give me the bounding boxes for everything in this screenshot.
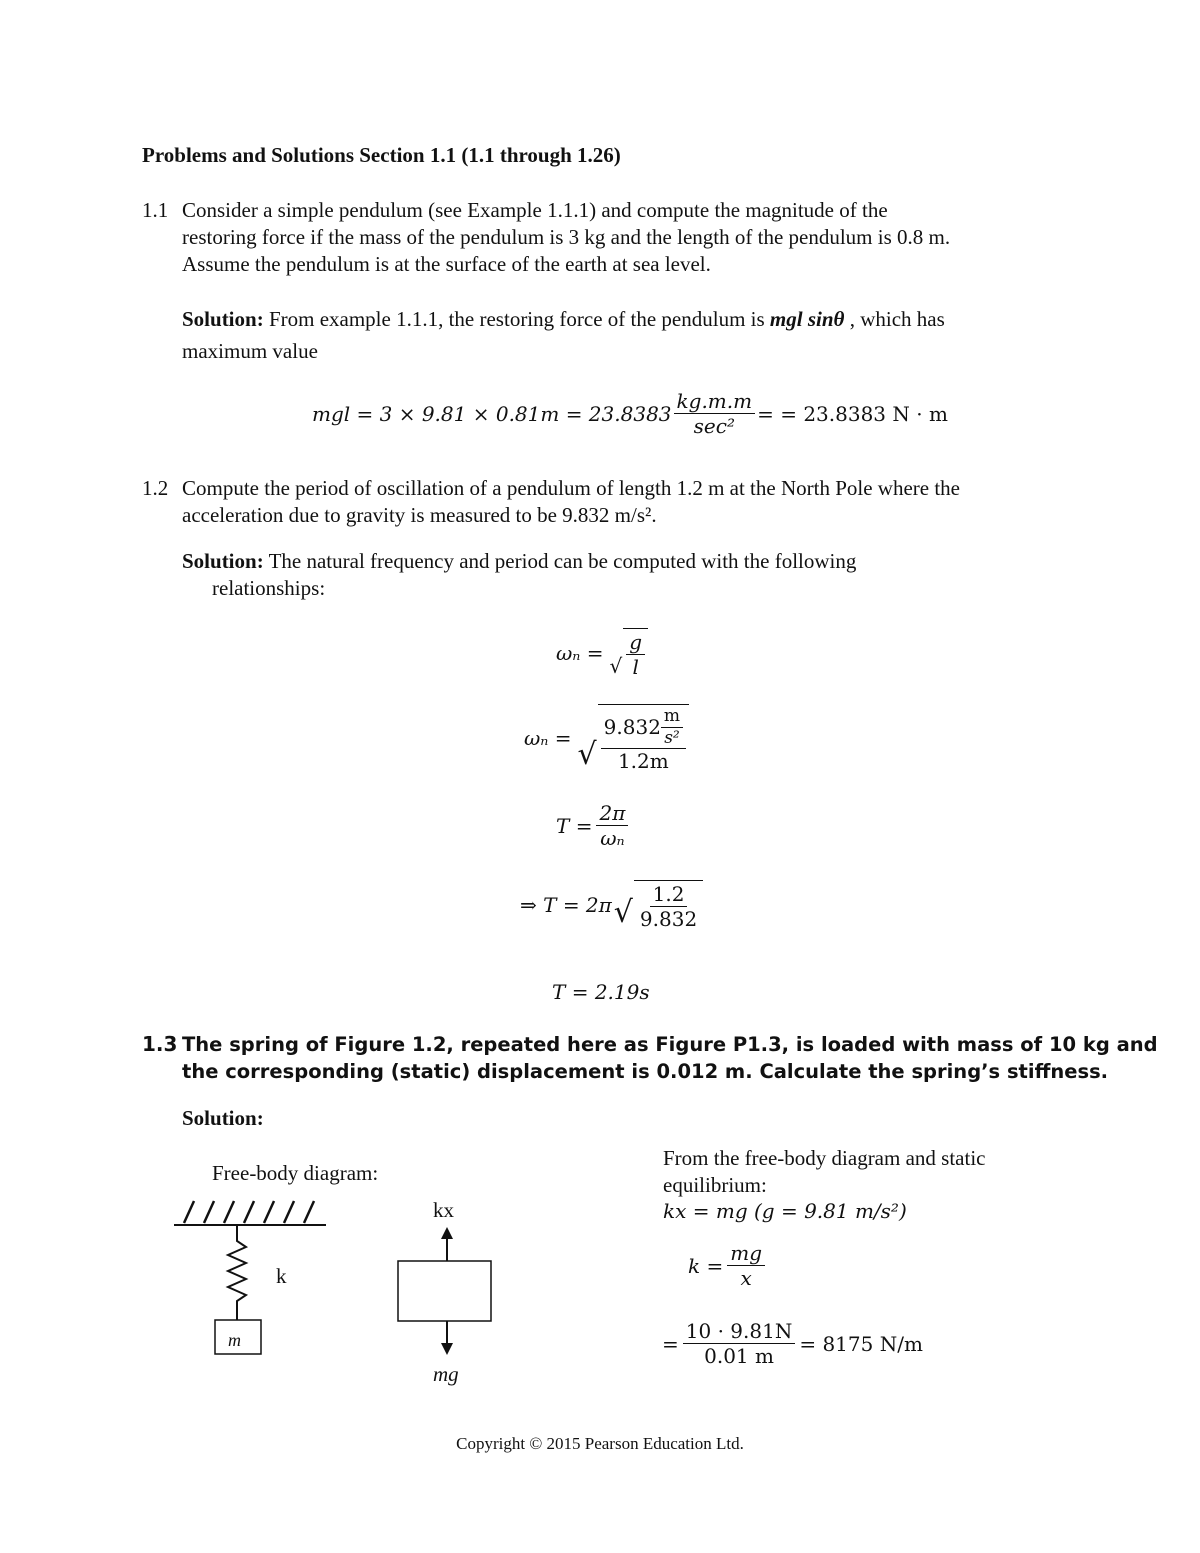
den-9832: 9.832 bbox=[639, 907, 698, 931]
solution-tail: , which has bbox=[844, 307, 945, 331]
kx-arrow-head bbox=[441, 1227, 453, 1239]
frac-l: l bbox=[632, 655, 639, 679]
solution-1-2 bbox=[182, 548, 856, 575]
solution-label: Solution: bbox=[182, 549, 264, 573]
two-pi: 2π bbox=[596, 802, 628, 826]
sqrt-g-over-l bbox=[610, 628, 649, 678]
page-heading: Problems and Solutions Section 1.1 (1.1 through 1.26) bbox=[142, 143, 621, 167]
value-9832: 9.832 bbox=[603, 715, 661, 740]
unit-s2: s² bbox=[664, 727, 680, 748]
problem-number-1-1: 1.1 bbox=[142, 198, 169, 222]
restoring-force-expr: mgl sinθ bbox=[769, 307, 845, 331]
t-lhs: T = bbox=[556, 813, 593, 838]
num-1-2: 1.2 bbox=[650, 883, 688, 907]
omega-n-lhs: ωₙ = bbox=[556, 641, 604, 665]
radical-sign: √ bbox=[609, 654, 623, 678]
solution-label: Solution: bbox=[182, 307, 264, 331]
length-1-2m: 1.2m bbox=[617, 749, 669, 774]
sqrt-numeric bbox=[578, 704, 690, 772]
mass-m-label: m bbox=[228, 1330, 241, 1350]
eq-rhs: = = 23.8383 N · m bbox=[757, 401, 948, 426]
problem-1-2-line-1: Compute the period of oscillation of a pendulum of length 1.2 m at the North Pole where the bbox=[182, 476, 960, 500]
mg-arrow-head bbox=[441, 1343, 453, 1355]
equation-omega-sqrt bbox=[556, 628, 648, 678]
fbd-mass-box bbox=[398, 1261, 491, 1321]
eq-fraction bbox=[674, 390, 756, 437]
equation-period bbox=[556, 802, 628, 849]
problem-1-1-line-1: Consider a simple pendulum (see Example 1.1.1) and compute the magnitude of the bbox=[182, 198, 888, 222]
radical-sign: √ bbox=[613, 895, 633, 930]
equation-mgl bbox=[312, 390, 948, 437]
k-lhs: k = bbox=[688, 1253, 724, 1278]
implies-t: ⇒ T = 2π bbox=[520, 893, 612, 917]
radical-sign: √ bbox=[577, 737, 597, 773]
solution-text: The natural frequency and period can be computed with the following bbox=[263, 549, 857, 573]
copyright-footer: Copyright © 2015 Pearson Education Ltd. bbox=[456, 1434, 744, 1453]
problem-1-1-line-2: restoring force if the mass of the pendulum is 3 kg and the length of the pendulum is 0.8 m. bbox=[182, 225, 951, 249]
spring-coil bbox=[228, 1225, 246, 1320]
problem-1-1-line-3: Assume the pendulum is at the surface of the earth at sea level. bbox=[182, 252, 711, 276]
right-text-line-1: From the free-body diagram and static bbox=[663, 1146, 986, 1170]
kx-label: kx bbox=[433, 1198, 454, 1222]
frac-x: x bbox=[740, 1266, 752, 1290]
right-text-line-2: equilibrium: bbox=[663, 1173, 767, 1197]
unit-m: m bbox=[661, 707, 683, 728]
problem-number-1-2: 1.2 bbox=[142, 476, 169, 500]
k-numerator: 10 · 9.81N bbox=[683, 1320, 796, 1344]
solution-1-1-line-2: maximum value bbox=[182, 339, 318, 363]
equilibrium-equation: kx = mg (g = 9.81 m/s²) bbox=[663, 1199, 907, 1223]
eq-frac-den: sec² bbox=[693, 414, 735, 438]
omega-n-lhs: ωₙ = bbox=[524, 726, 572, 751]
fbd-label: Free-body diagram: bbox=[212, 1161, 379, 1185]
eq-frac-num: kg.m.m bbox=[674, 390, 756, 414]
problem-1-3-line-1: The spring of Figure 1.2, repeated here as Figure P1.3, is loaded with mass of 10 kg and bbox=[182, 1033, 1158, 1056]
k-denominator: 0.01 m bbox=[704, 1344, 774, 1368]
spring-mass-diagram bbox=[170, 1195, 340, 1365]
solution-label-1-3: Solution: bbox=[182, 1106, 264, 1130]
equation-k bbox=[688, 1242, 765, 1289]
eq-prefix: = bbox=[662, 1331, 679, 1356]
equation-omega-numeric bbox=[524, 704, 689, 772]
mg-label: mg bbox=[433, 1362, 459, 1386]
equation-k-numeric bbox=[662, 1320, 923, 1367]
solution-text: From example 1.1.1, the restoring force of the pendulum is bbox=[263, 307, 770, 331]
solution-1-1 bbox=[182, 306, 945, 333]
k-result: = 8175 N/m bbox=[799, 1331, 923, 1356]
problem-number-1-3: 1.3 bbox=[142, 1032, 178, 1056]
problem-1-2-line-2: acceleration due to gravity is measured to be 9.832 m/s². bbox=[182, 503, 657, 527]
omega-n: ωₙ bbox=[600, 826, 625, 850]
sqrt-ratio bbox=[614, 880, 703, 930]
period-result: T = 2.19s bbox=[552, 980, 650, 1004]
ceiling-hatching bbox=[184, 1201, 314, 1223]
problem-1-3-line-2: the corresponding (static) displacement is 0.012 m. Calculate the spring’s stiffness. bbox=[182, 1060, 1109, 1083]
free-body-diagram bbox=[395, 1225, 495, 1360]
frac-g: g bbox=[626, 631, 645, 655]
spring-k-label: k bbox=[276, 1264, 287, 1288]
equation-period-numeric bbox=[520, 880, 703, 930]
eq-lhs: mgl = 3 × 9.81 × 0.81m = 23.8383 bbox=[312, 401, 672, 426]
frac-mg: mg bbox=[727, 1242, 765, 1266]
solution-1-2-line-2: relationships: bbox=[212, 576, 326, 600]
